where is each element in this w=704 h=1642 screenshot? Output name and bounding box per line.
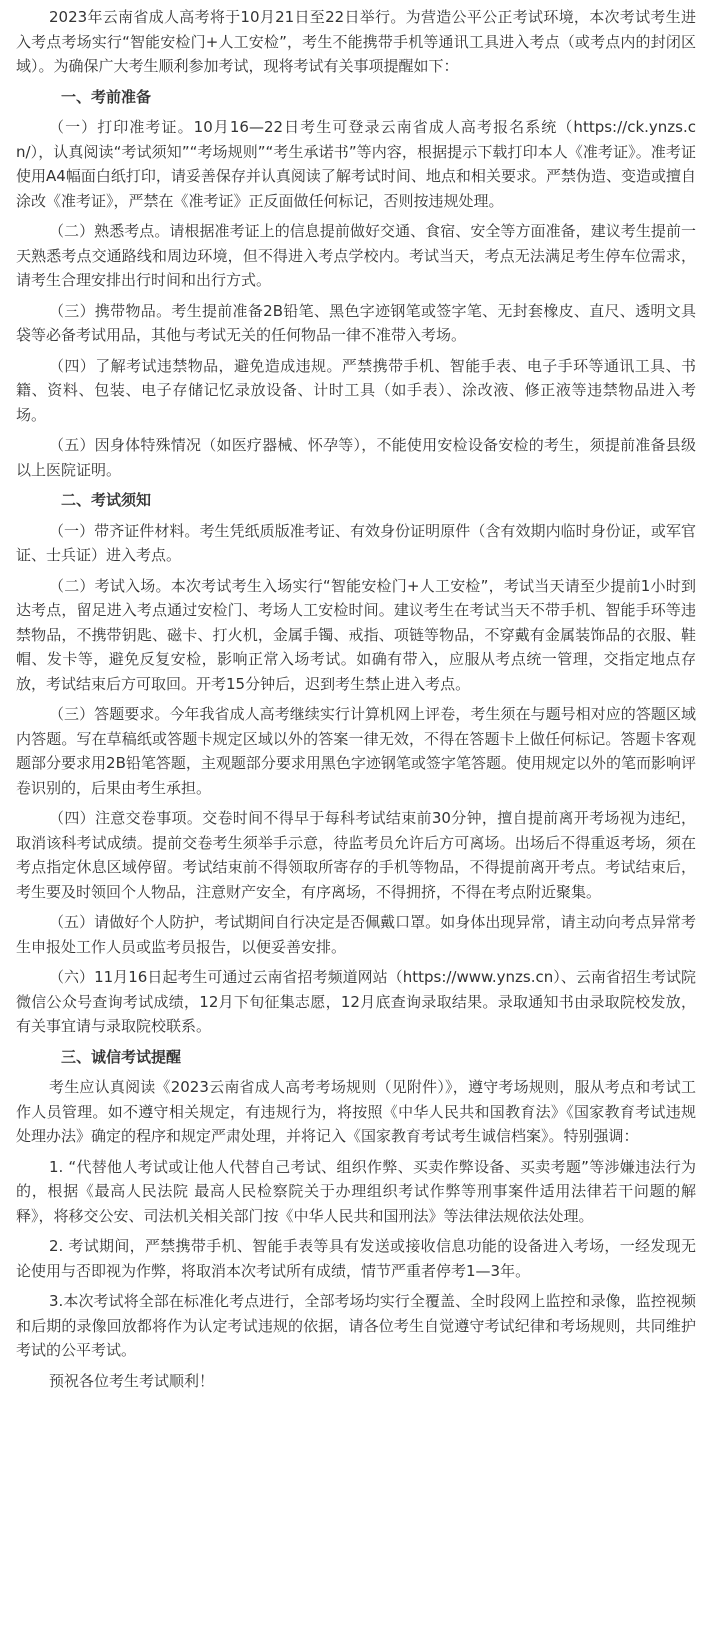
paragraph-closing: 预祝各位考生考试顺利！ xyxy=(49,1371,215,1390)
section-heading-integrity: 三、诚信考试提醒 xyxy=(61,1047,182,1066)
paragraph-integrity-item-3: 3.本次考试将全部在标准化考点进行，全部考场均实行全覆盖、全时段网上监控和录像，监控视频和后期的录像回放都将作为认定考试违规的依据，请各位考生自觉遵守考试纪律和考场规则，共同维护考试的公平考试。 xyxy=(16,1292,696,1359)
paragraph-integrity-item-1: 1. “代替他人考试或让他人代替自己考试、组织作弊、买卖作弊设备、买卖考题”等涉嫌违法行为的，根据《最高人民法院 最高人民检察院关于办理组织考试作弊等刑事案件适用法律若干问题的解释》，将移交公安、司法机关相关部门按《中华人民共和国刑法》等法律法规依法处理。 xyxy=(16,1157,696,1225)
paragraph-integrity-item-2: 2. 考试期间，严禁携带手机、智能手表等具有发送或接收信息功能的设备进入考场，一经发现无论使用与否即视为作弊，将取消本次考试所有成绩，情节严重者停考1—3年。 xyxy=(16,1237,696,1280)
section-heading-exam-notes: 二、考试须知 xyxy=(61,491,152,509)
intro-paragraph: 2023年云南省成人高考将于10月21日至22日举行。为营造公平公正考试环境，本次考试考生进入考点考场实行“智能安检门+人工安检”，考生不能携带手机等通讯工具进入考点（或考点内的封闭区域）。为确保广大考生顺利参加考试，现将考试有关事项提醒如下： xyxy=(16,8,696,75)
paragraph-print-admission-ticket: （一）打印准考证。10月16—22日考生可登录云南省成人高考报名系统（https://ck.ynzs.cn/），认真阅读“考试须知”“考场规则”“考生承诺书”等内容，根据提示下载打印本人《准考证》。准考证使用A4幅面白纸打印，请妥善保存并认真阅读了解考试时间、地点和相关要求。严禁伪造、变造或擅自涂改《准考证》，严禁在《准考证》正反面做任何标记，否则按违规处理。 xyxy=(16,118,696,210)
paragraph-personal-protection: （五）请做好个人防护，考试期间自行决定是否佩戴口罩。如身体出现异常，请主动向考点异常考生申报处工作人员或监考员报告，以便妥善安排。 xyxy=(16,913,696,956)
paragraph-bring-supplies: （三）携带物品。考生提前准备2B铅笔、黑色字迹钢笔或签字笔、无封套橡皮、直尺、透明文具袋等必备考试用品，其他与考试无关的任何物品一律不准带入考场。 xyxy=(16,301,696,344)
section-heading-preparation: 一、考前准备 xyxy=(61,87,152,106)
paragraph-answer-requirements: （三）答题要求。今年我省成人高考继续实行计算机网上评卷，考生须在与题号相对应的答题区域内答题。写在草稿纸或答题卡规定区域以外的答案一律无效，不得在答题卡上做任何标记。答题卡客观题部分要求用2B铅笔答题，主观题部分要求用黑色字迹钢笔或签字笔答题。使用规定以外的笔而影响评卷识别的，后果由考生承担。 xyxy=(16,705,696,797)
paragraph-bring-documents: （一）带齐证件材料。考生凭纸质版准考证、有效身份证明原件（含有效期内临时身份证，或军官证、士兵证）进入考点。 xyxy=(16,521,696,564)
paragraph-entry: （二）考试入场。本次考试考生入场实行“智能安检门+人工安检”，考试当天请至少提前1小时到达考点，留足进入考点通过安检门、考场人工安检时间。建议考生在考试当天不带手机、智能手环等违禁物品，不携带钥匙、磁卡、打火机，金属手镯、戒指、项链等物品，不穿戴有金属装饰品的衣服、鞋帽、发卡等，避免反复安检，影响正常入场考试。如确有带入，应服从考点统一管理，交指定地点存放，考试结束后方可取回。开考15分钟后，迟到考生禁止进入考点。 xyxy=(16,576,696,693)
paragraph-prohibited-items: （四）了解考试违禁物品，避免造成违规。严禁携带手机、智能手表、电子手环等通讯工具、书籍、资料、包装、电子存储记忆录放设备、计时工具（如手表）、涂改液、修正液等违禁物品进入考场。 xyxy=(16,356,696,424)
paragraph-results-query: （六）11月16日起考生可通过云南省招考频道网站（https://www.ynzs.cn）、云南省招生考试院微信公众号查询考试成绩，12月下旬征集志愿，12月底查询录取结果。录取通知书由录取院校发放，有关事宜请与录取院校联系。 xyxy=(16,968,696,1035)
paragraph-special-health: （五）因身体特殊情况（如医疗器械、怀孕等），不能使用安检设备安检的考生，须提前准备县级以上医院证明。 xyxy=(16,436,696,479)
paragraph-familiarize-venue: （二）熟悉考点。请根据准考证上的信息提前做好交通、食宿、安全等方面准备，建议考生提前一天熟悉考点交通路线和周边环境，但不得进入考点学校内。考试当天，考点无法满足考生停车位需求，请考生合理安排出行时间和出行方式。 xyxy=(16,222,696,289)
paragraph-submission: （四）注意交卷事项。交卷时间不得早于每科考试结束前30分钟，擅自提前离开考场视为违纪，取消该科考试成绩。提前交卷考生须举手示意，待监考员允许后方可离场。出场后不得重返考场，须在考点指定休息区域停留。考试结束前不得领取所寄存的手机等物品，不得提前离开考点。考试结束后，考生要及时领回个人物品，注意财产安全，有序离场，不得拥挤，不得在考点附近聚集。 xyxy=(16,809,696,901)
paragraph-integrity-intro: 考生应认真阅读《2023云南省成人高考考场规则（见附件）》，遵守考场规则，服从考点和考试工作人员管理。如不遵守相关规定，有违规行为，将按照《中华人民共和国教育法》《国家教育考试违规处理办法》确定的程序和规定严肃处理，并将记入《国家教育考试考生诚信档案》。特别强调： xyxy=(16,1078,696,1145)
